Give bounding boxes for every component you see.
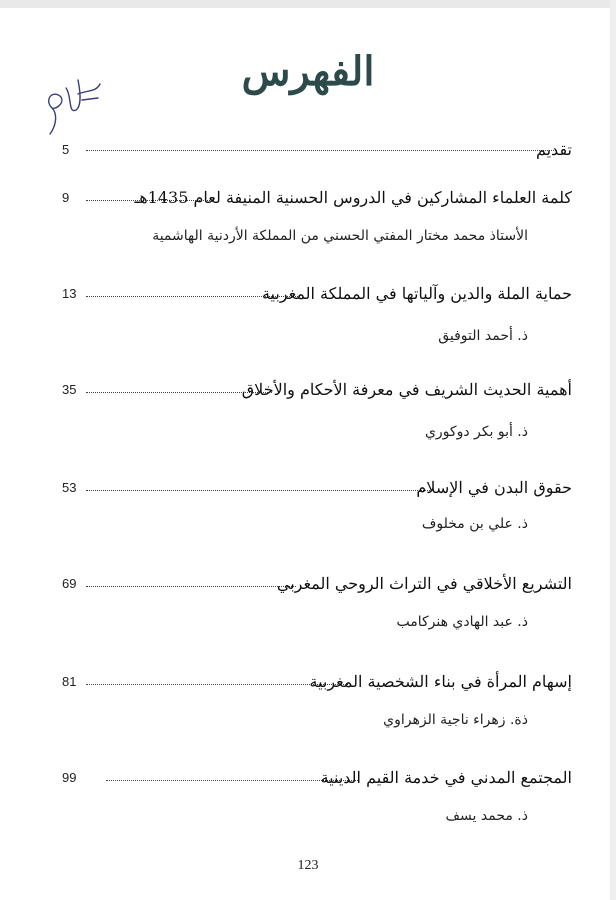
toc-author: ذ. عبد الهادي هنركامب — [396, 614, 528, 630]
toc-author: ذ. محمد يسف — [445, 808, 528, 824]
dot-leader — [86, 150, 556, 151]
toc-page-number: 69 — [62, 576, 77, 591]
toc-heading: أهمية الحديث الشريف في معرفة الأحكام والأخلاق — [241, 380, 572, 399]
dot-leader — [86, 586, 296, 587]
dot-leader — [86, 490, 430, 491]
handwritten-mark — [38, 70, 108, 140]
toc-author: الأستاذ محمد مختار المفتي الحسني من المملكة الأردنية الهاشمية — [152, 228, 528, 244]
toc-heading: المجتمع المدني في خدمة القيم الدينية — [320, 768, 572, 787]
page-edge-right — [610, 0, 616, 900]
toc-heading: كلمة العلماء المشاركين في الدروس الحسنية المنيفة لعام 1435هـ — [134, 188, 572, 207]
toc-heading: التشريع الأخلاقي في التراث الروحي المغربي — [276, 574, 572, 593]
toc-heading: حماية الملة والدين وآلياتها في المملكة المغربية — [261, 284, 572, 303]
toc-page-number: 13 — [62, 286, 77, 301]
page-number: 123 — [297, 858, 319, 873]
toc-page-number: 5 — [62, 142, 70, 157]
toc-author: ذ. أحمد التوفيق — [438, 328, 528, 344]
toc-author: ذ. علي بن مخلوف — [421, 516, 528, 532]
toc-page-number: 9 — [62, 190, 70, 205]
toc-page-number: 53 — [62, 480, 77, 495]
toc-heading: حقوق البدن في الإسلام — [416, 478, 572, 497]
toc-author: ذة. زهراء ناجية الزهراوي — [383, 712, 528, 728]
toc-heading: تقديم — [535, 140, 572, 159]
toc-page-number: 99 — [62, 770, 77, 785]
toc-author: ذ. أبو بكر دوكوري — [424, 424, 528, 440]
toc-page-number: 35 — [62, 382, 77, 397]
toc-heading: إسهام المرأة في بناء الشخصية المغربية — [309, 672, 572, 691]
page-title: الفهرس — [241, 48, 375, 95]
toc-page-number: 81 — [62, 674, 77, 689]
page-edge-top — [0, 0, 616, 8]
